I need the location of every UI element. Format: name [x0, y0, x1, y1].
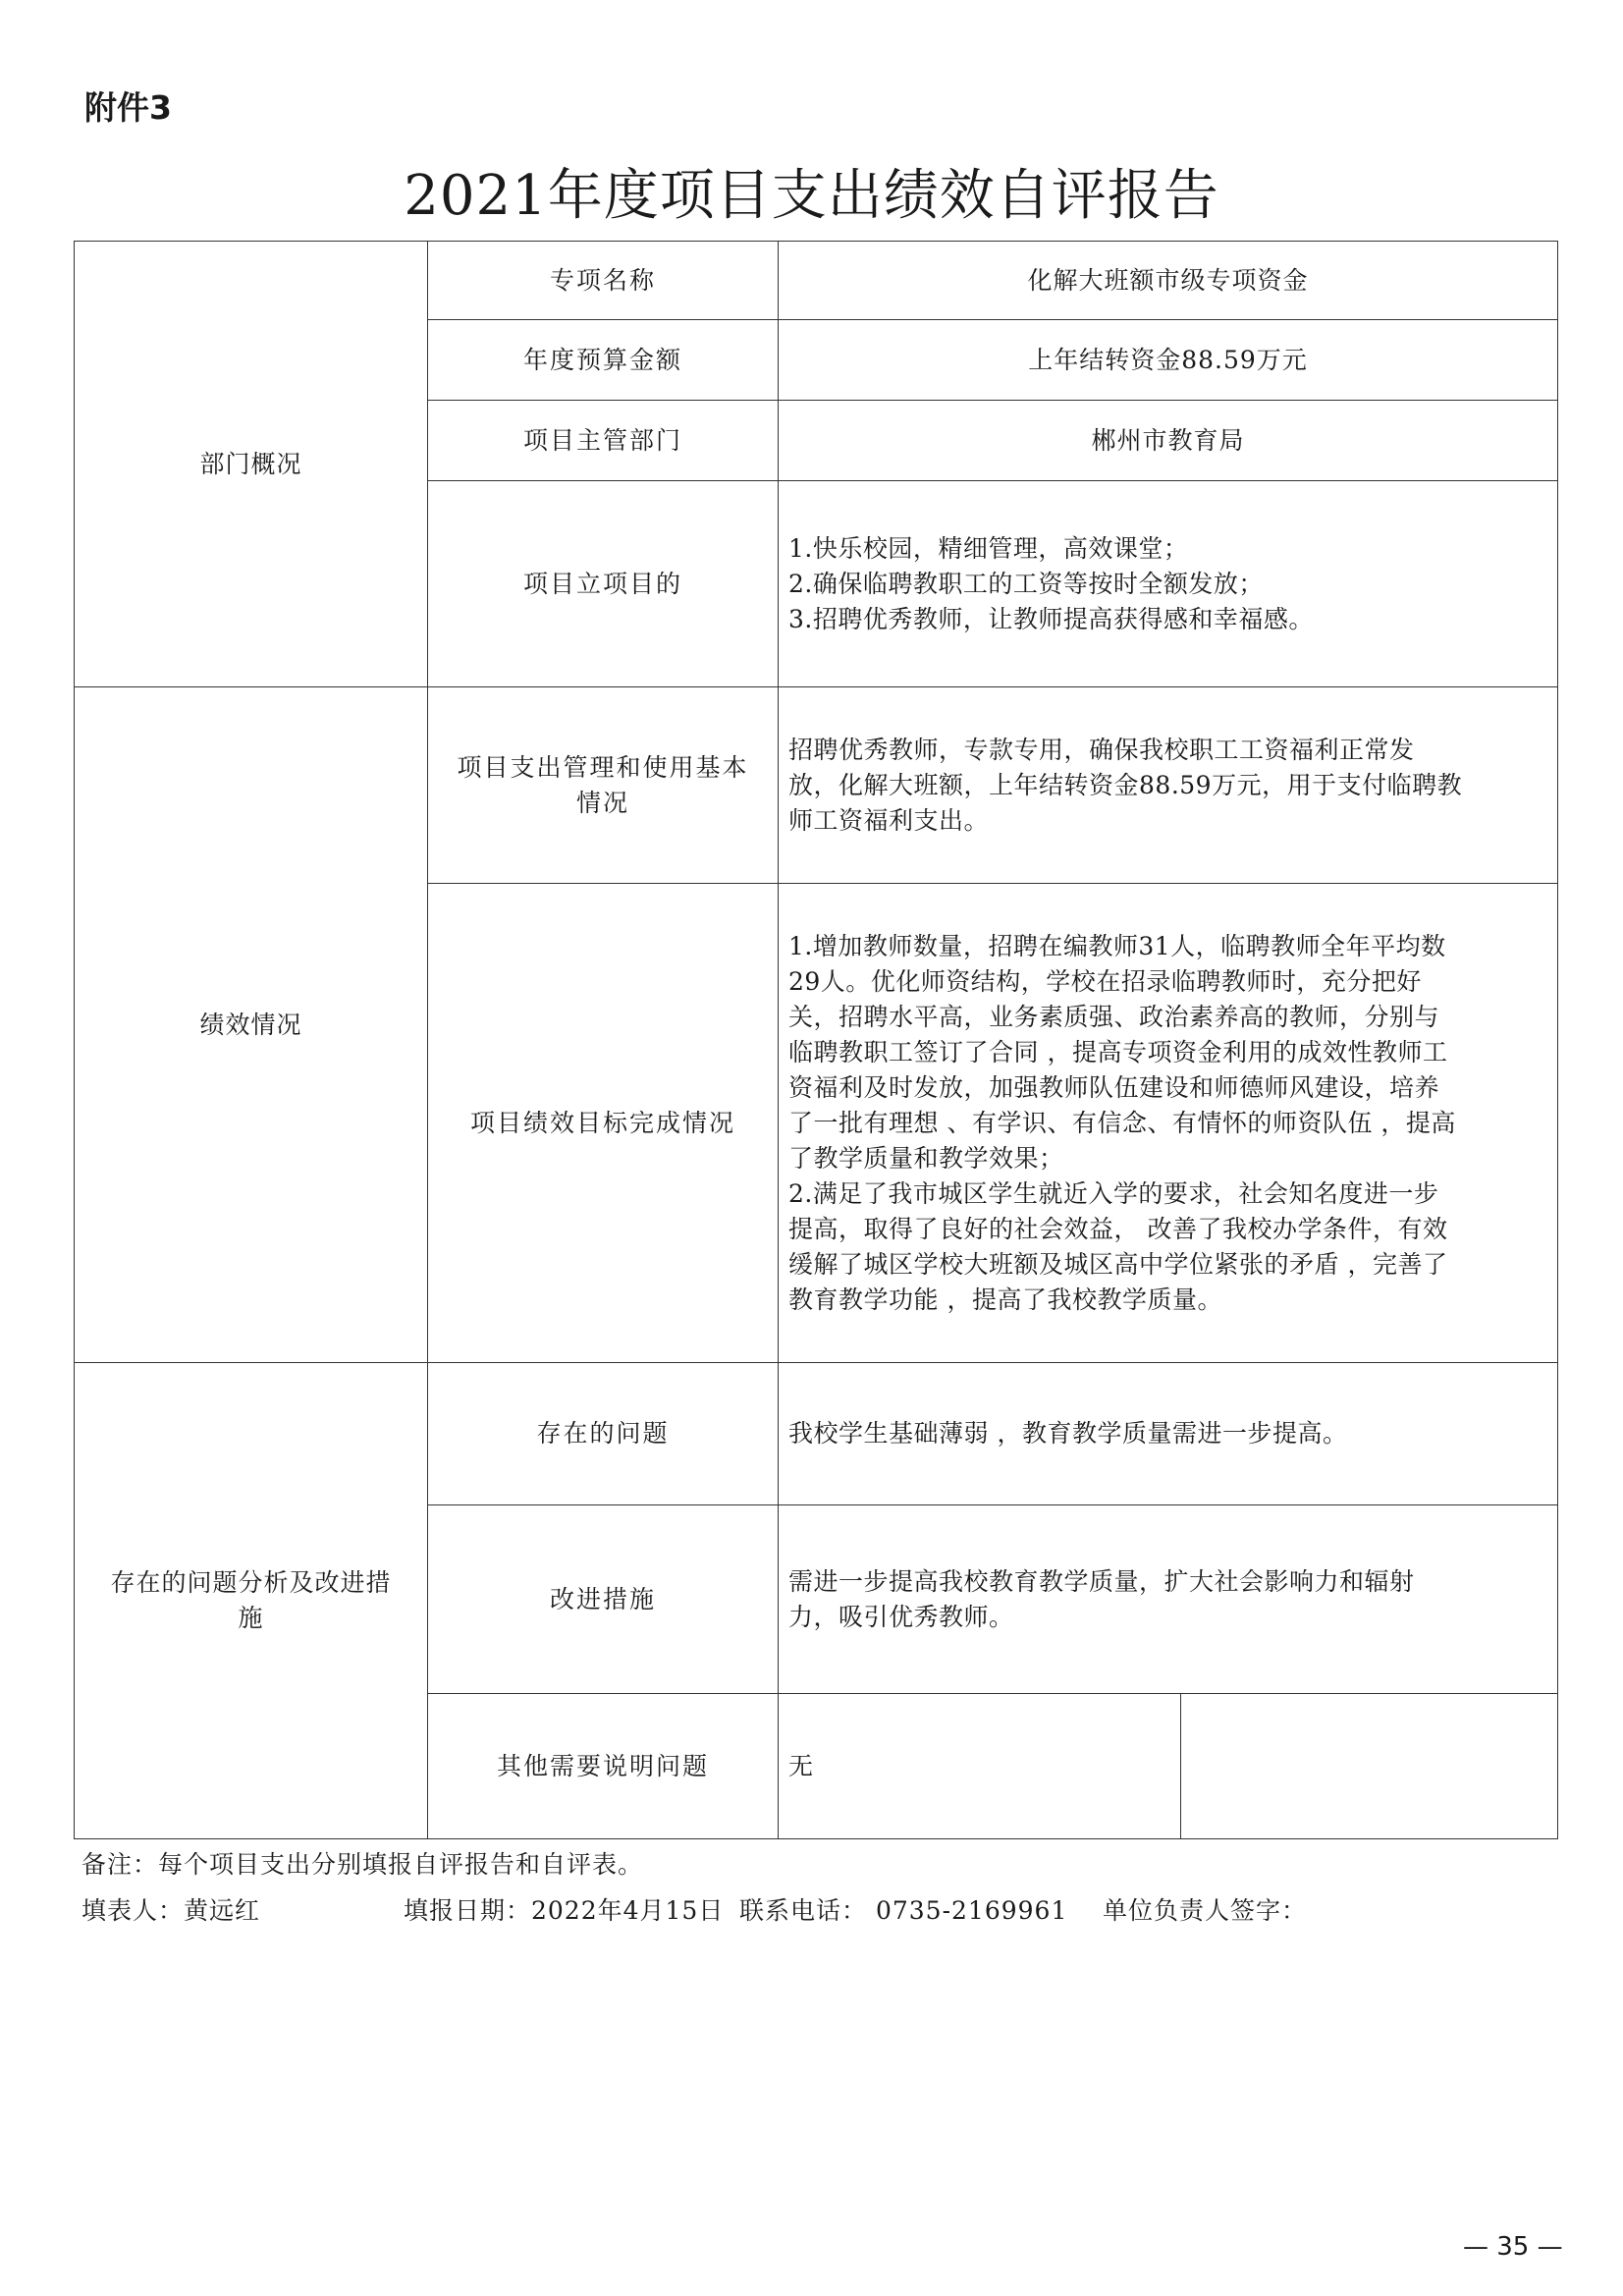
purpose-value	[779, 481, 1558, 687]
other-label: 其他需要说明问题	[428, 1694, 779, 1839]
goal-line: 1.增加教师数量，招聘在编教师31人，临聘教师全年平均数	[788, 931, 1446, 960]
project-name-label: 专项名称	[428, 242, 779, 320]
goal-label: 项目绩效目标完成情况	[428, 884, 779, 1363]
authority-label: 项目主管部门	[428, 401, 779, 481]
goal-line: 提高，取得了良好的社会效益， 改善了我校办学条件，有效	[788, 1214, 1448, 1243]
goal-line: 29人。优化师资结构，学校在招录临聘教师时，充分把好	[788, 966, 1422, 996]
goal-value	[779, 884, 1558, 1363]
problem-value: 我校学生基础薄弱 ，教育教学质量需进一步提高。	[779, 1363, 1558, 1505]
other-extra-cell	[1181, 1694, 1558, 1839]
goal-line: 临聘教职工签订了合同 ，提高专项资金利用的成效性教师工	[788, 1037, 1448, 1066]
footer-note: 备注：每个项目支出分别填报自评报告和自评表。	[81, 1850, 644, 1879]
goal-line: 了一批有理想 、有学识、有信念、有情怀的师资队伍 ，提高	[788, 1108, 1456, 1137]
section-department-label: 部门概况	[75, 242, 428, 687]
usage-label	[428, 687, 779, 884]
usage-line: 师工资福利支出。	[788, 805, 990, 835]
section-issues-label	[75, 1363, 428, 1839]
budget-value: 上年结转资金88.59万元	[779, 320, 1558, 401]
filler-name: 填表人：黄远红	[81, 1896, 261, 1925]
attachment-label: 附件3	[84, 88, 172, 127]
footer-info	[81, 1891, 1307, 1927]
report-table	[74, 241, 1558, 1839]
goal-line: 了教学质量和教学效果；	[788, 1143, 1064, 1173]
usage-line: 放，化解大班额，上年结转资金88.59万元，用于支付临聘教	[788, 770, 1463, 799]
goal-line: 关，招聘水平高，业务素质强、政治素养高的教师，分别与	[788, 1002, 1440, 1031]
contact-phone: 联系电话： 0735-2169961	[739, 1896, 1068, 1925]
purpose-label: 项目立项目的	[428, 481, 779, 687]
usage-value	[779, 687, 1558, 884]
budget-label: 年度预算金额	[428, 320, 779, 401]
goal-line: 缓解了城区学校大班额及城区高中学位紧张的矛盾 ，完善了	[788, 1249, 1448, 1279]
page-title: 2021年度项目支出绩效自评报告	[404, 164, 1219, 228]
measures-label: 改进措施	[428, 1505, 779, 1694]
measures-line: 力，吸引优秀教师。	[788, 1602, 1014, 1631]
issues-label-line: 存在的问题分析及改进措	[110, 1568, 392, 1597]
usage-label-line: 情况	[575, 788, 629, 817]
page-number: — 35 —	[1463, 2232, 1563, 2262]
purpose-line: 3.招聘优秀教师，让教师提高获得感和幸福感。	[788, 604, 1314, 633]
measures-value	[779, 1505, 1558, 1694]
issues-label-line: 施	[238, 1604, 264, 1632]
goal-line: 教育教学功能 ，提高了我校教学质量。	[788, 1285, 1222, 1314]
other-value: 无	[779, 1694, 1181, 1839]
signature-label: 单位负责人签字：	[1103, 1896, 1308, 1925]
section-performance-label: 绩效情况	[75, 687, 428, 1363]
usage-line: 招聘优秀教师，专款专用，确保我校职工工资福利正常发	[788, 735, 1415, 764]
usage-label-line: 项目支出管理和使用基本	[457, 752, 749, 782]
goal-line: 资福利及时发放，加强教师队伍建设和师德师风建设，培养	[788, 1072, 1440, 1102]
problem-label: 存在的问题	[428, 1363, 779, 1505]
fill-date: 填报日期：2022年4月15日	[404, 1896, 725, 1925]
purpose-line: 1.快乐校园，精细管理，高效课堂；	[788, 533, 1189, 563]
authority-value: 郴州市教育局	[779, 401, 1558, 481]
purpose-line: 2.确保临聘教职工的工资等按时全额发放；	[788, 569, 1264, 598]
project-name-value: 化解大班额市级专项资金	[779, 242, 1558, 320]
goal-line: 2.满足了我市城区学生就近入学的要求，社会知名度进一步	[788, 1178, 1439, 1208]
measures-line: 需进一步提高我校教育教学质量，扩大社会影响力和辐射	[788, 1566, 1415, 1596]
